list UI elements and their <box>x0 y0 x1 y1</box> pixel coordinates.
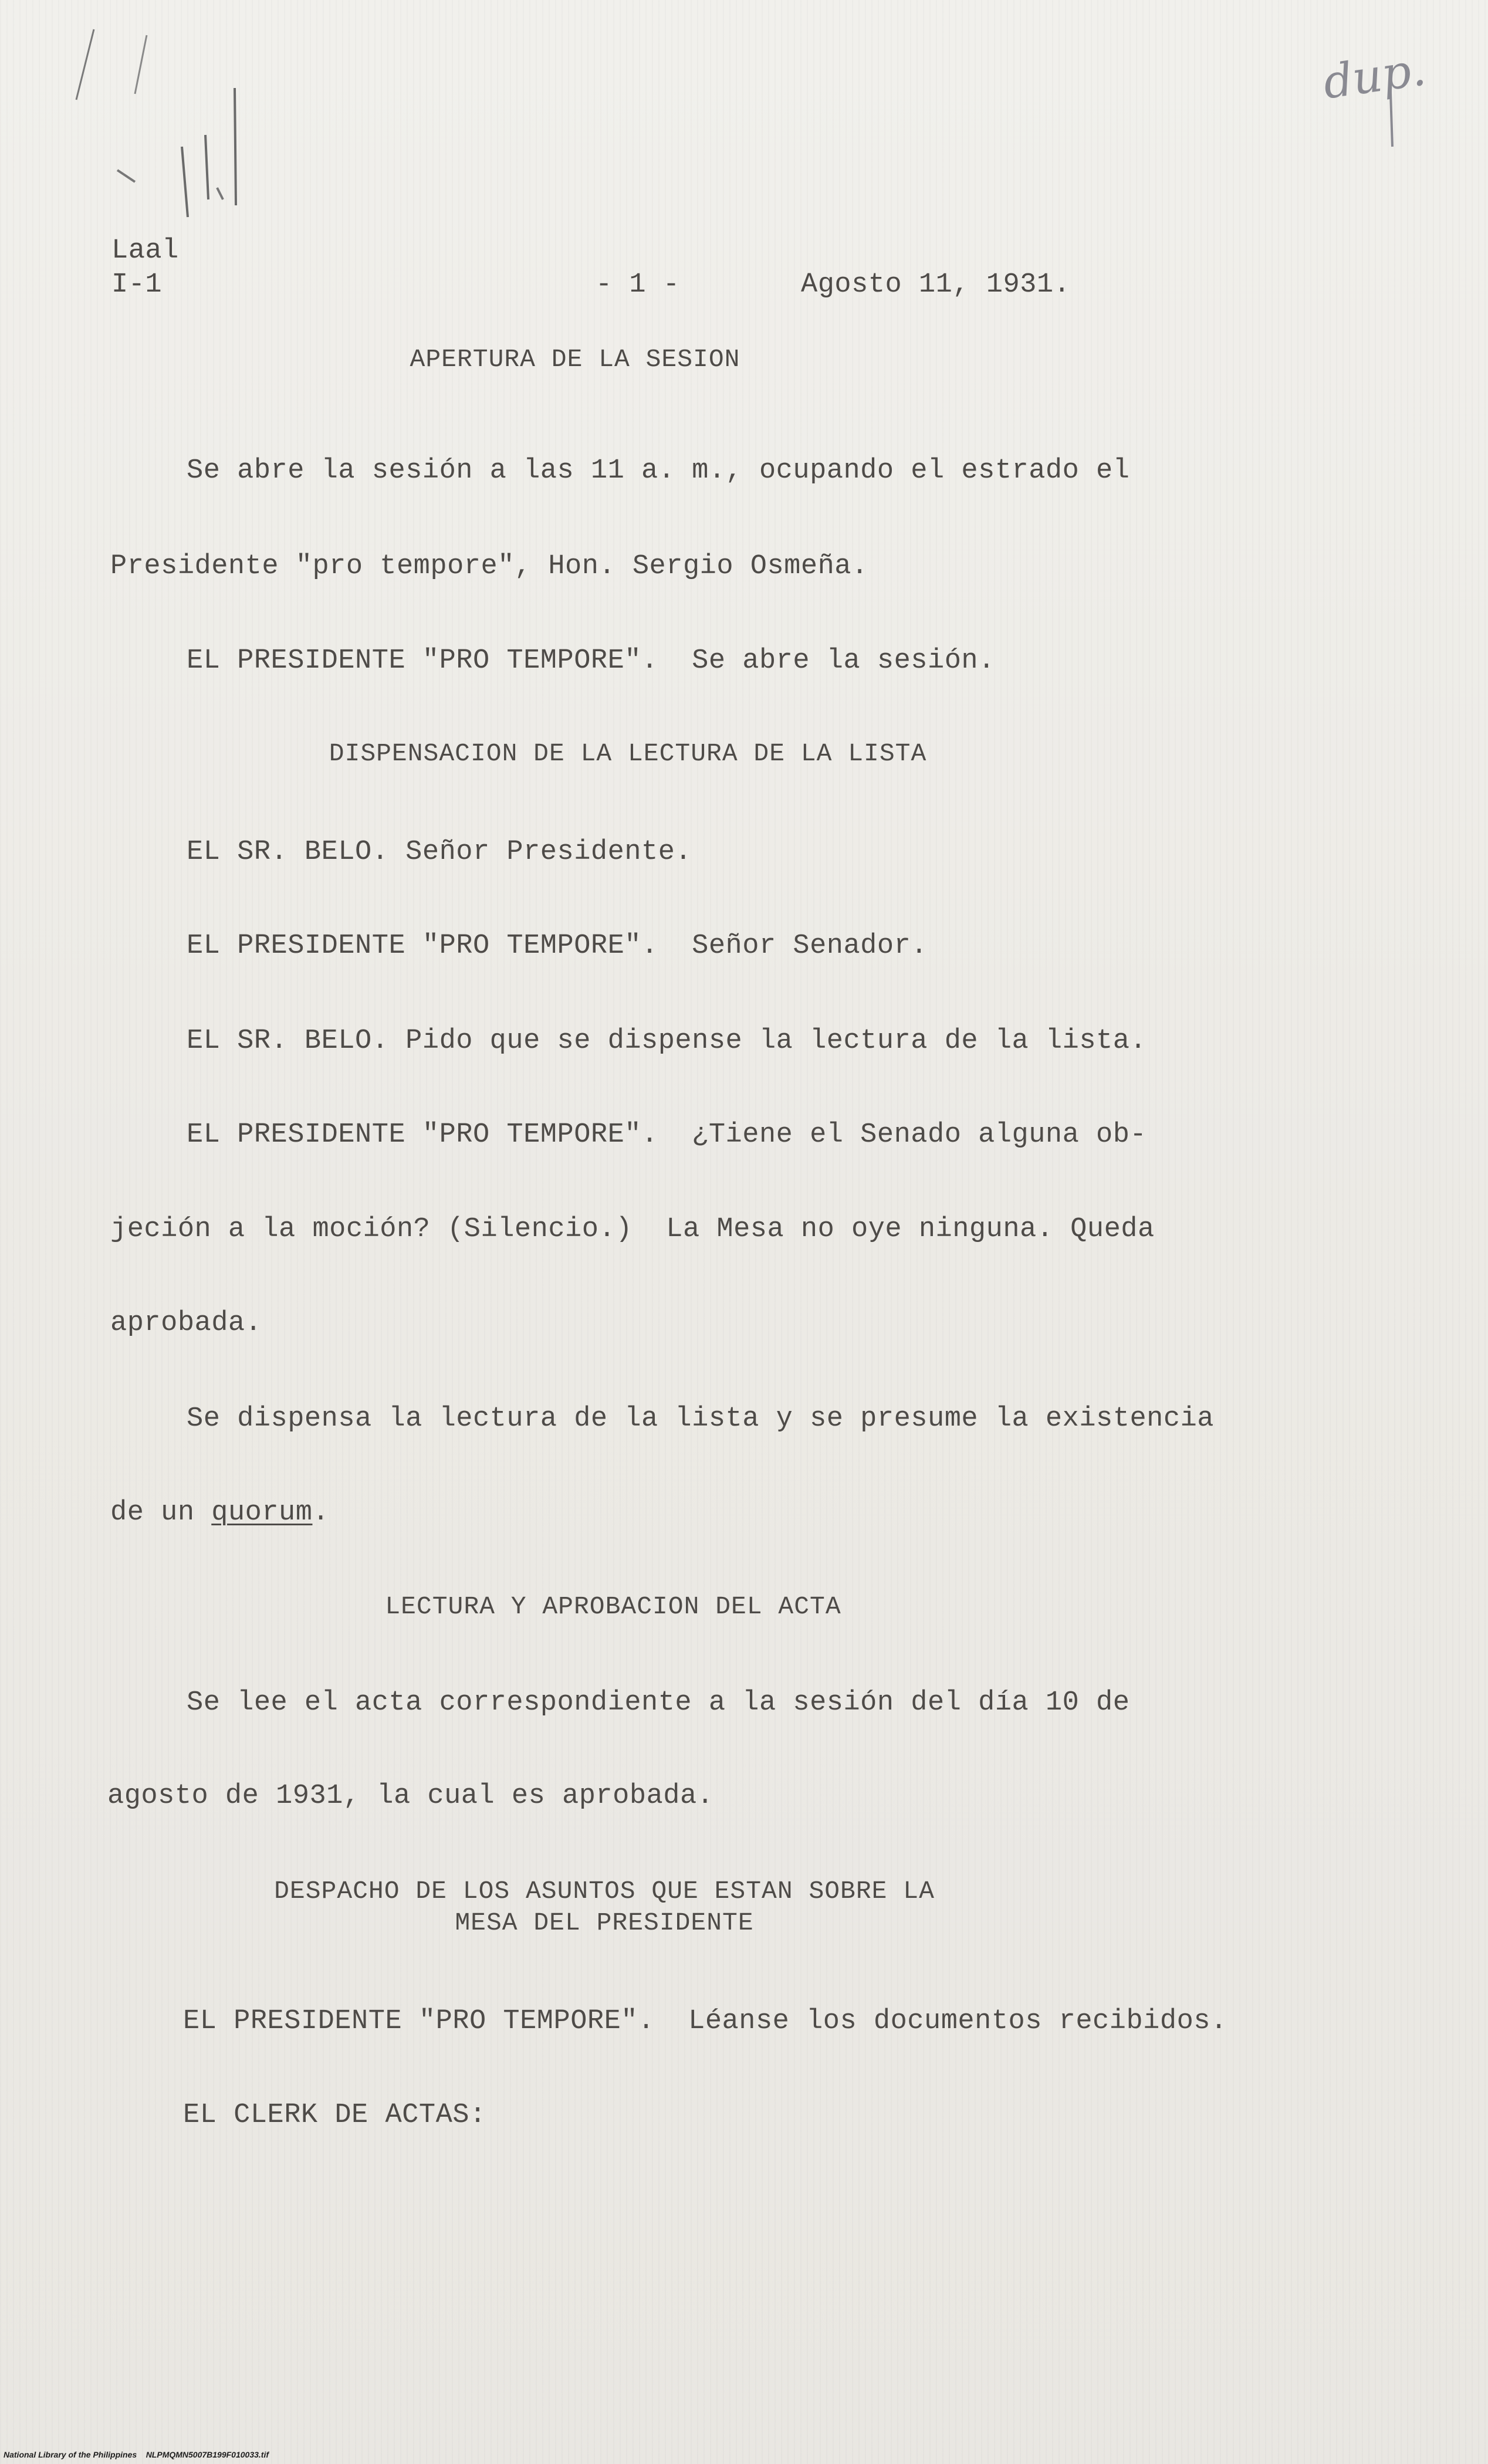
body-line: EL PRESIDENTE "PRO TEMPORE". Señor Senador. <box>187 930 928 962</box>
header-code-1: Laal <box>111 235 179 266</box>
body-line: EL PRESIDENTE "PRO TEMPORE". Léanse los documentos recibidos. <box>183 2006 1227 2037</box>
body-line: EL PRESIDENTE "PRO TEMPORE". ¿Tiene el Senado alguna ob- <box>187 1119 1147 1150</box>
handwritten-stroke <box>1382 70 1405 153</box>
body-line <box>110 1495 329 1531</box>
archive-footer: National Library of the Philippines NLPMQMN5007B199F010033.tif <box>4 2450 269 2459</box>
body-text: de un <box>110 1497 212 1528</box>
section-heading-apertura: APERTURA DE LA SESION <box>410 345 740 374</box>
body-line: jeción a la moción? (Silencio.) La Mesa no oye ninguna. Queda <box>110 1214 1155 1245</box>
body-line: aprobada. <box>110 1308 262 1339</box>
body-line: EL SR. BELO. Señor Presidente. <box>187 837 692 868</box>
body-line: agosto de 1931, la cual es aprobada. <box>107 1781 714 1812</box>
header-code-2: I-1 <box>111 269 163 300</box>
body-line: Se dispensa la lectura de la lista y se presume la existencia <box>187 1403 1214 1434</box>
section-heading-dispensacion: DISPENSACION DE LA LECTURA DE LA LISTA <box>329 739 927 768</box>
page-number: - 1 - <box>596 269 680 300</box>
handwritten-note: dup. <box>1320 43 1429 110</box>
pencil-marks <box>59 23 246 235</box>
body-line: EL CLERK DE ACTAS: <box>183 2100 486 2131</box>
body-text: . <box>312 1497 330 1528</box>
section-heading-despacho: DESPACHO DE LOS ASUNTOS QUE ESTAN SOBRE LA <box>274 1877 935 1905</box>
body-line: Presidente "pro tempore", Hon. Sergio Osmeña. <box>110 551 868 582</box>
underlined-word: quorum <box>211 1497 313 1528</box>
document-date: Agosto 11, 1931. <box>801 269 1071 300</box>
section-heading-despacho-2: MESA DEL PRESIDENTE <box>455 1908 754 1937</box>
body-line: EL PRESIDENTE "PRO TEMPORE". Se abre la sesión. <box>187 645 995 676</box>
body-line: EL SR. BELO. Pido que se dispense la lectura de la lista. <box>187 1025 1147 1057</box>
body-line: Se abre la sesión a las 11 a. m., ocupando el estrado el <box>187 455 1130 486</box>
section-heading-lectura-acta: LECTURA Y APROBACION DEL ACTA <box>385 1592 841 1621</box>
body-line: Se lee el acta correspondiente a la sesión del día 10 de <box>187 1687 1130 1718</box>
